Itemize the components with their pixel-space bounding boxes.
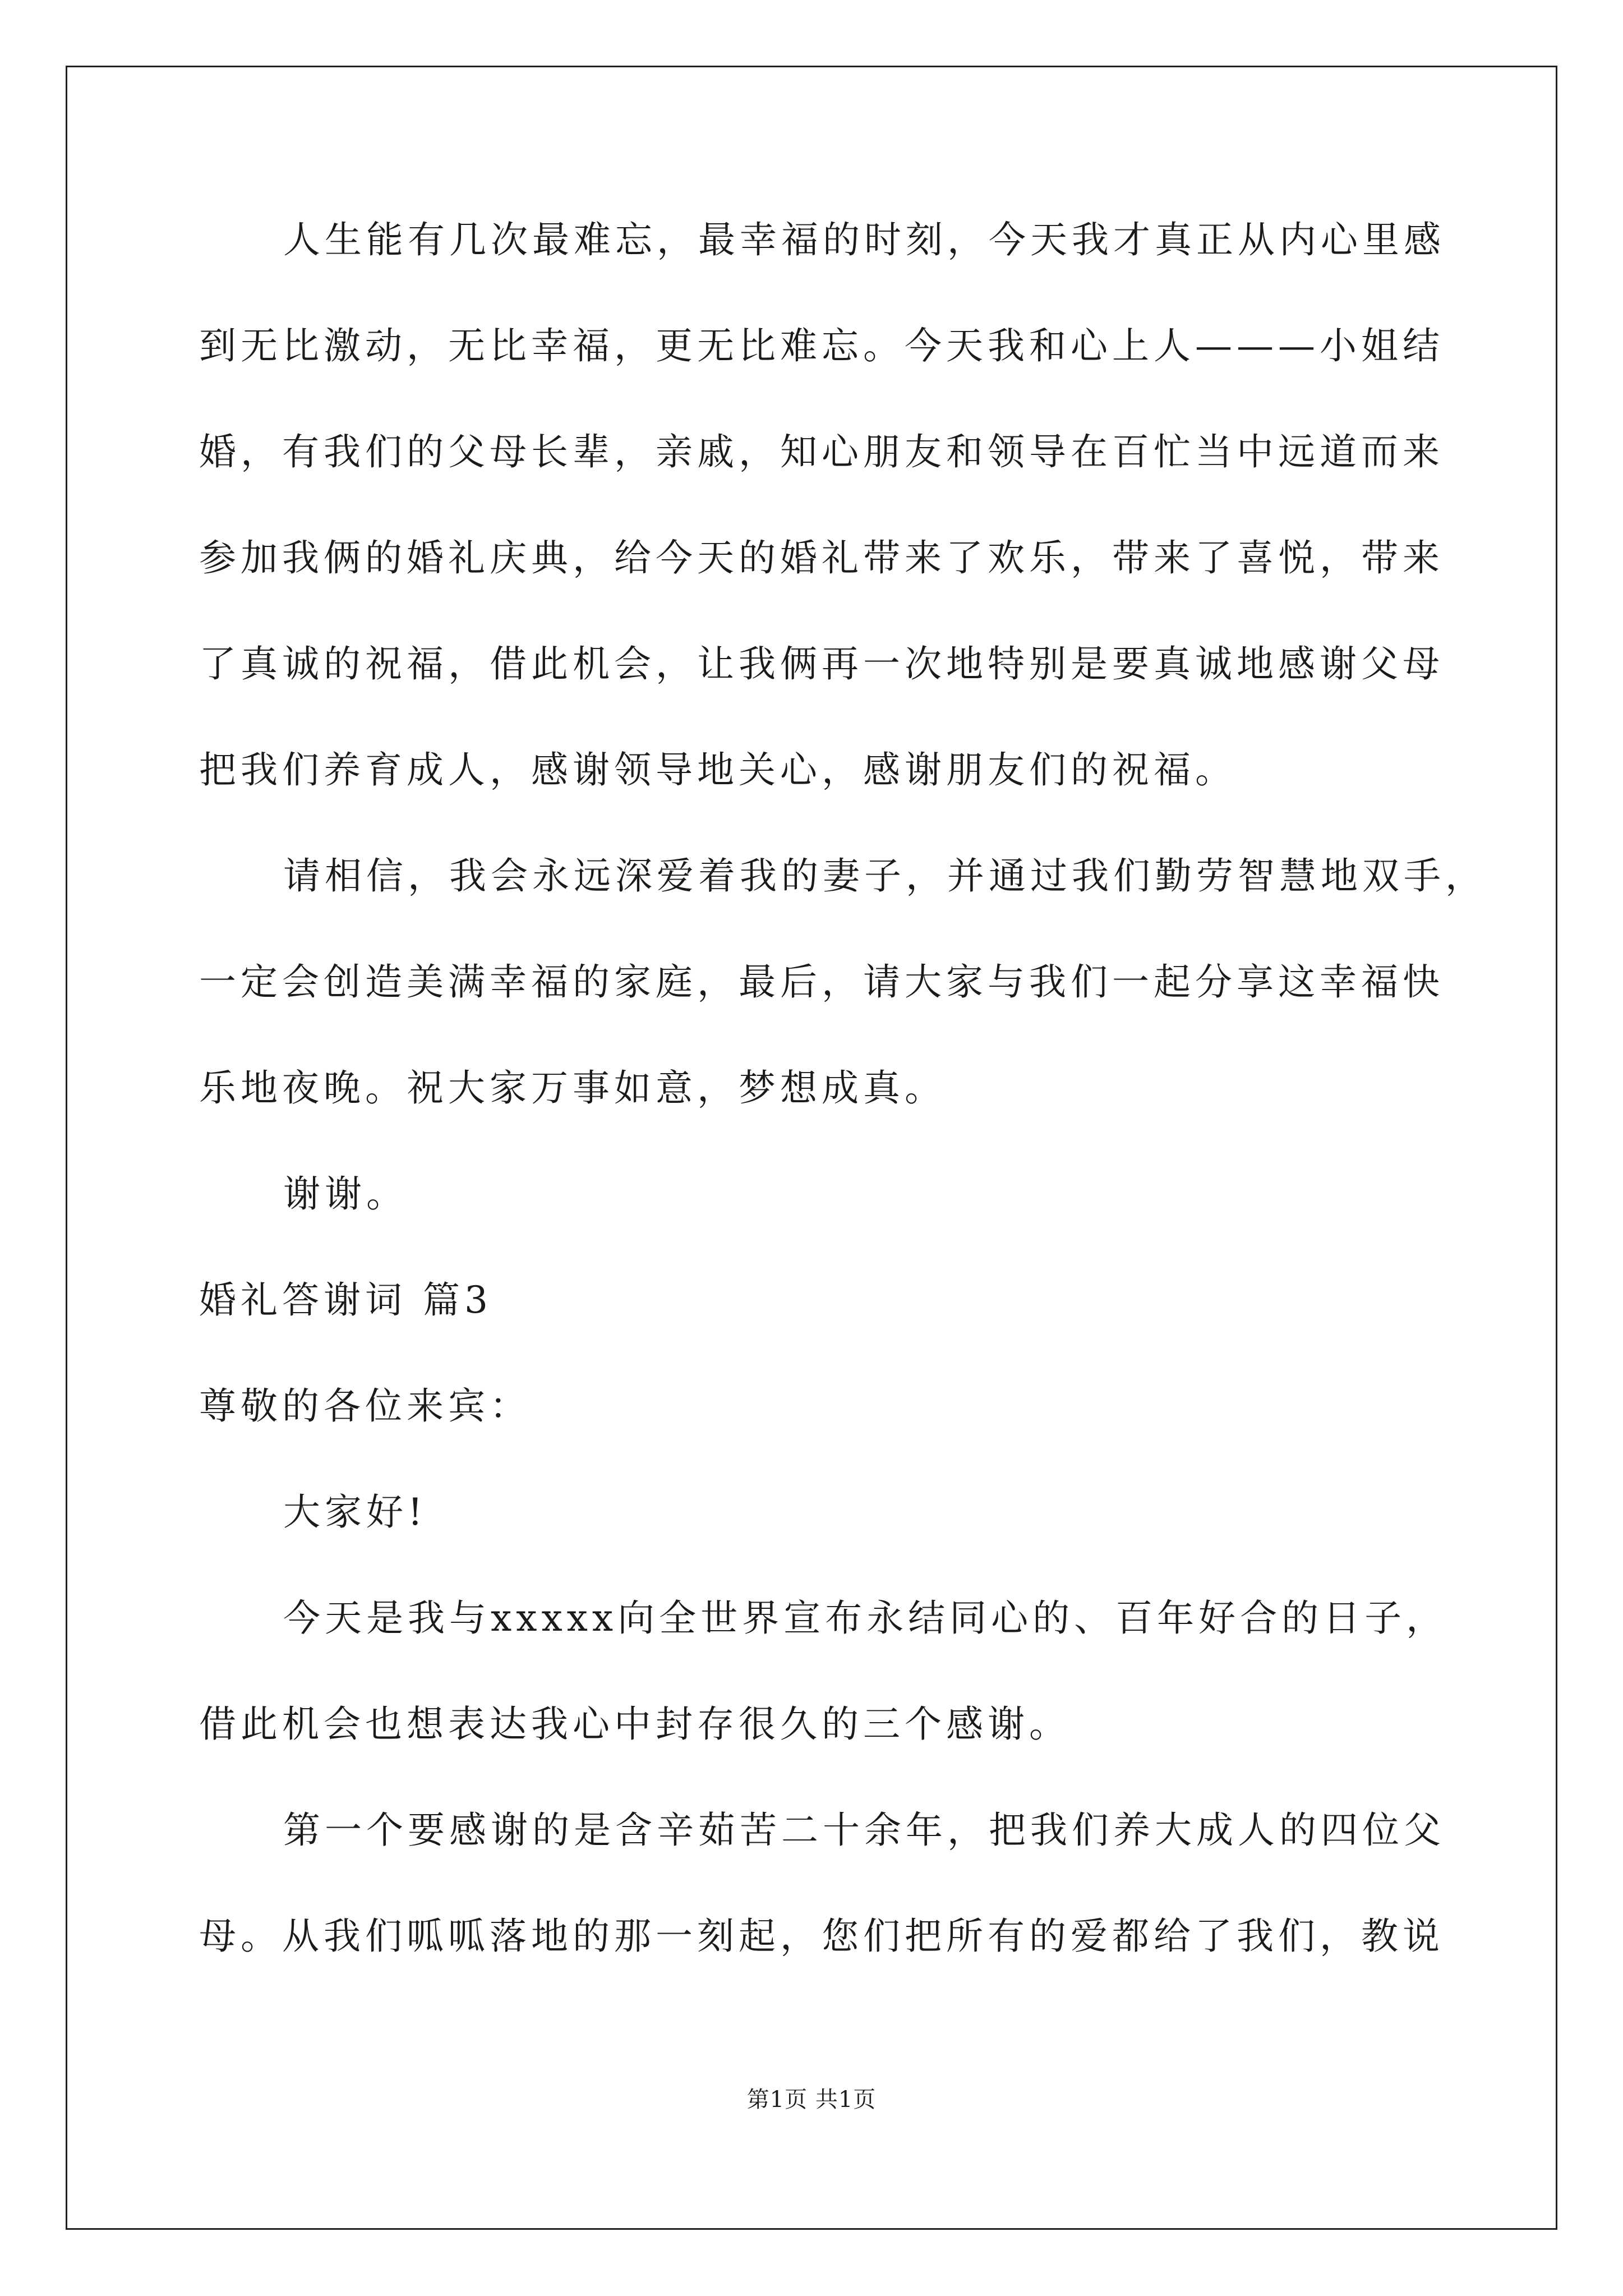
- closing-line: 谢谢。: [283, 1172, 408, 1216]
- section-heading: 婚礼答谢词 篇3: [199, 1278, 492, 1322]
- paragraph-line: 请相信，我会永远深爱着我的妻子，并通过我们勤劳智慧地双手，: [283, 854, 1487, 898]
- paragraph-line: 母。从我们呱呱落地的那一刻起，您们把所有的爱都给了我们，教说: [199, 1915, 1444, 1958]
- paragraph-line: 参加我俩的婚礼庆典，给今天的婚礼带来了欢乐，带来了喜悦，带来: [199, 536, 1444, 579]
- paragraph-line: 到无比激动，无比幸福，更无比难忘。今天我和心上人———小姐结: [199, 324, 1444, 367]
- paragraph-line: 第一个要感谢的是含辛茹苦二十余年，把我们养大成人的四位父: [283, 1809, 1445, 1852]
- paragraph-line: 一定会创造美满幸福的家庭，最后，请大家与我们一起分享这幸福快: [199, 960, 1444, 1004]
- paragraph-line: 人生能有几次最难忘，最幸福的时刻，今天我才真正从内心里感: [283, 218, 1445, 261]
- document-body: [199, 218, 1487, 2024]
- paragraph-line: 婚，有我们的父母长辈，亲戚，知心朋友和领导在百忙当中远道而来: [199, 430, 1444, 473]
- paragraph-line: 了真诚的祝福，借此机会，让我俩再一次地特别是要真诚地感谢父母: [199, 642, 1444, 685]
- page-footer: 第1页 共1页: [746, 2087, 877, 2113]
- paragraph-line: 把我们养育成人，感谢领导地关心，感谢朋友们的祝福。: [199, 748, 1237, 792]
- paragraph-line: 今天是我与xxxxx向全世界宣布永结同心的、百年好合的日子，: [283, 1596, 1448, 1640]
- paragraph-line: 借此机会也想表达我心中封存很久的三个感谢。: [199, 1703, 1071, 1746]
- greeting-line: 大家好!: [283, 1490, 427, 1534]
- paragraph-line: 乐地夜晚。祝大家万事如意，梦想成真。: [199, 1066, 946, 1110]
- salutation: 尊敬的各位来宾：: [199, 1384, 531, 1428]
